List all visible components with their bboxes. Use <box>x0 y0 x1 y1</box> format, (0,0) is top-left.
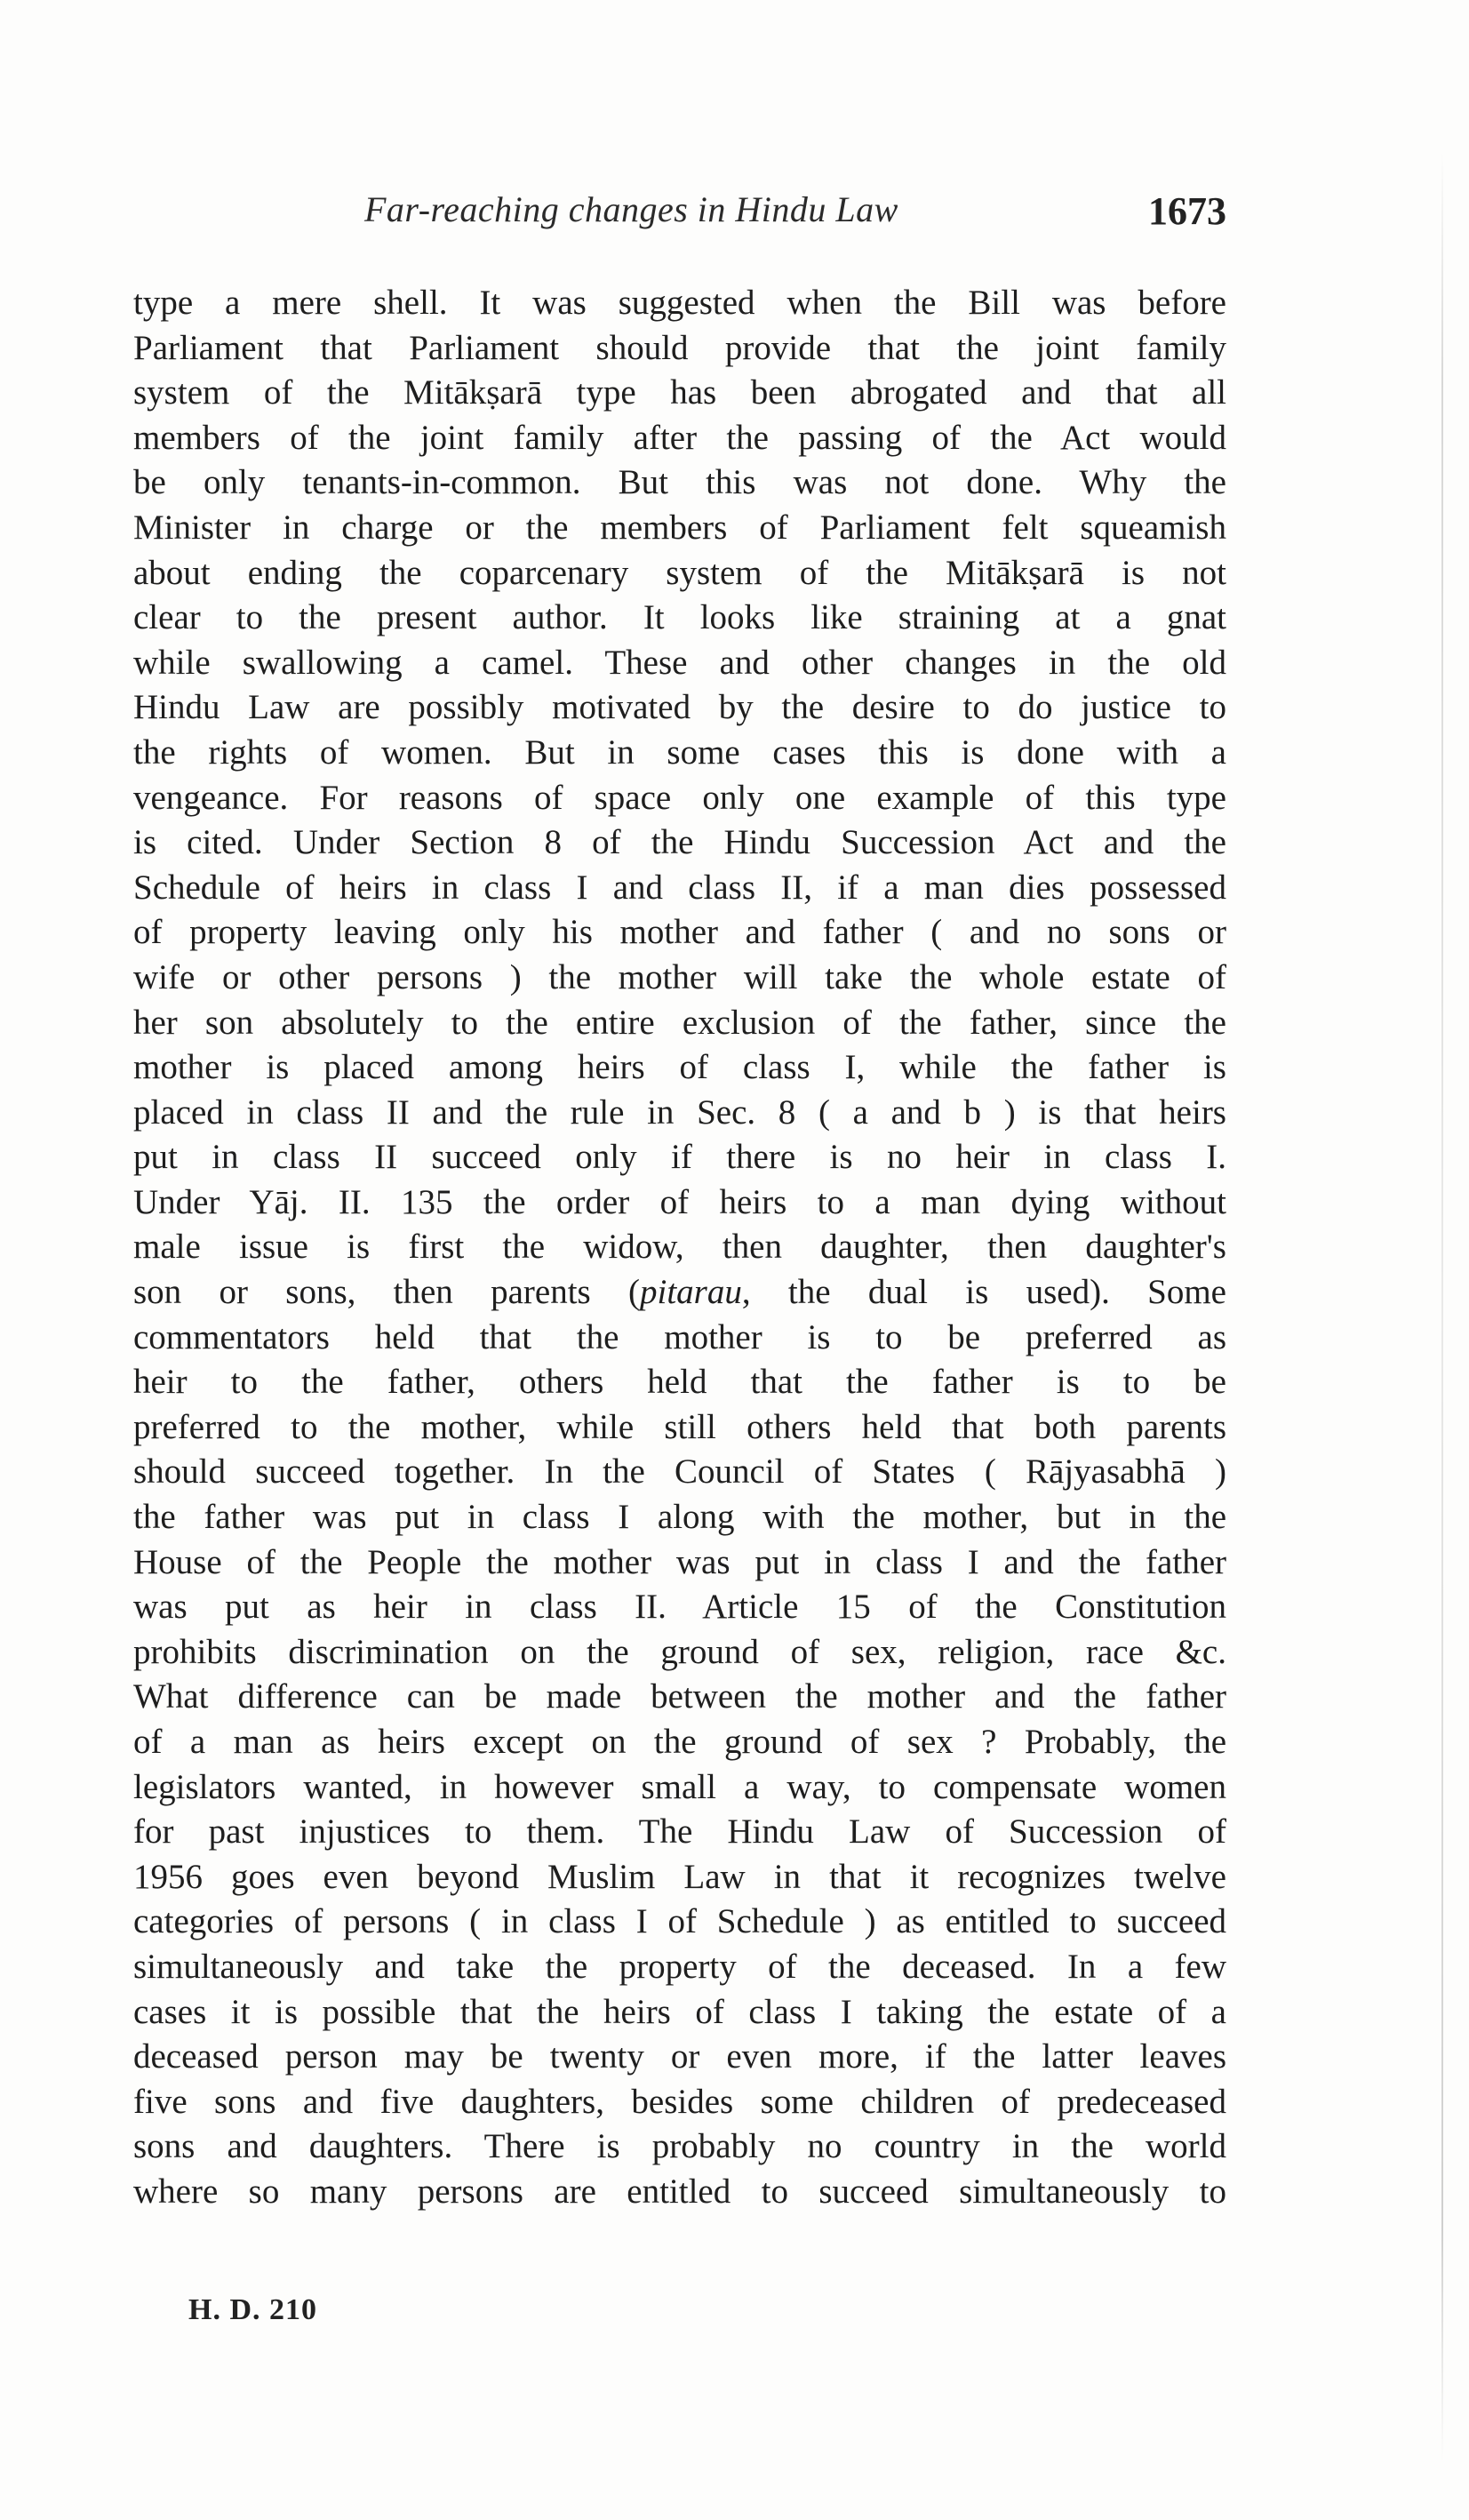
running-header <box>133 188 1226 242</box>
running-title: Far-reaching changes in Hindu Law <box>364 189 898 229</box>
text-line: sons and daughters. There is probably no country in the world <box>133 2127 1226 2166</box>
text-line: of a man as heirs except on the ground of sex ? Probably, the <box>133 1723 1226 1761</box>
text-line: Minister in charge or the members of Parliament felt squeamish <box>133 508 1226 547</box>
text-line: heir to the father, others held that the father is to be <box>133 1363 1226 1402</box>
text-line: male issue is first the widow, then daughter, then daughter's <box>133 1228 1226 1267</box>
text-line: What difference can be made between the mother and the father <box>133 1677 1226 1716</box>
text-line: mother is placed among heirs of class I, while the father is <box>133 1048 1226 1087</box>
text-line: members of the joint family after the passing of the Act would <box>133 418 1226 457</box>
text-line-with-italic <box>133 1270 1226 1316</box>
text-line: system of the Mitākṣarā type has been abrogated and that all <box>133 373 1226 412</box>
text-line: the father was put in class I along with the mother, but in the <box>133 1498 1226 1537</box>
text-line: where so many persons are entitled to succeed simultaneously to <box>133 2172 1226 2211</box>
text-line: five sons and five daughters, besides some children of predeceased <box>133 2082 1226 2121</box>
text-line: Schedule of heirs in class I and class II, if a man dies possessed <box>133 868 1226 907</box>
text-line: her son absolutely to the entire exclusion of the father, since the <box>133 1003 1226 1042</box>
text-line: clear to the present author. It looks like straining at a gnat <box>133 598 1226 637</box>
text-line: prohibits discrimination on the ground of sex, religion, race &c. <box>133 1632 1226 1671</box>
text-line: 1956 goes even beyond Muslim Law in that it recognizes twelve <box>133 1857 1226 1896</box>
text-line: type a mere shell. It was suggested when the Bill was before <box>133 284 1226 322</box>
page-number: 1673 <box>1148 189 1226 233</box>
text-line: simultaneously and take the property of the deceased. In a few <box>133 1947 1226 1986</box>
text-line: Hindu Law are possibly motivated by the desire to do justice to <box>133 688 1226 727</box>
text-line: for past injustices to them. The Hindu Law of Succession of <box>133 1812 1226 1852</box>
text-line: commentators held that the mother is to be preferred as <box>133 1317 1226 1356</box>
text-line: be only tenants-in-common. But this was not done. Why the <box>133 463 1226 502</box>
text-line: vengeance. For reasons of space only one example of this type <box>133 778 1226 817</box>
text-line: legislators wanted, in however small a way, to compensate women <box>133 1767 1226 1806</box>
text-line: placed in class II and the rule in Sec. 8 ( a and b ) is that heirs <box>133 1092 1226 1132</box>
text-line: deceased person may be twenty or even more, if the latter leaves <box>133 2037 1226 2076</box>
signature-mark: H. D. 210 <box>188 2293 317 2326</box>
text-line: categories of persons ( in class I of Schedule ) as entitled to succeed <box>133 1902 1226 1941</box>
text-line: is cited. Under Section 8 of the Hindu Succession Act and the <box>133 823 1226 862</box>
text-line: should succeed together. In the Council of States ( Rājyasabhā ) <box>133 1452 1226 1492</box>
text-line: House of the People the mother was put in class I and the father <box>133 1542 1226 1581</box>
text-segment: son or sons, then parents ( <box>133 1273 641 1312</box>
text-line: the rights of women. But in some cases this is done with a <box>133 732 1226 772</box>
text-line: of property leaving only his mother and father ( and no sons or <box>133 913 1226 952</box>
text-line: put in class II succeed only if there is no heir in class I. <box>133 1138 1226 1177</box>
text-line: about ending the coparcenary system of the Mitākṣarā is not <box>133 553 1226 592</box>
italic-term: pitarau <box>640 1273 742 1312</box>
binding-edge-shadow <box>1441 151 1443 2462</box>
text-line: wife or other persons ) the mother will take the whole estate of <box>133 957 1226 996</box>
text-line: Under Yāj. II. 135 the order of heirs to a man dying without <box>133 1182 1226 1221</box>
text-line: preferred to the mother, while still others held that both parents <box>133 1407 1226 1446</box>
text-line: cases it is possible that the heirs of class I taking the estate of a <box>133 1992 1226 2031</box>
text-segment: , the dual is used). Some <box>741 1273 1226 1312</box>
text-line: Parliament that Parliament should provide that the joint family <box>133 328 1226 367</box>
body-paragraph <box>133 281 1226 2215</box>
text-line: was put as heir in class II. Article 15 of the Constitution <box>133 1588 1226 1627</box>
text-line: while swallowing a camel. These and other changes in the old <box>133 643 1226 682</box>
